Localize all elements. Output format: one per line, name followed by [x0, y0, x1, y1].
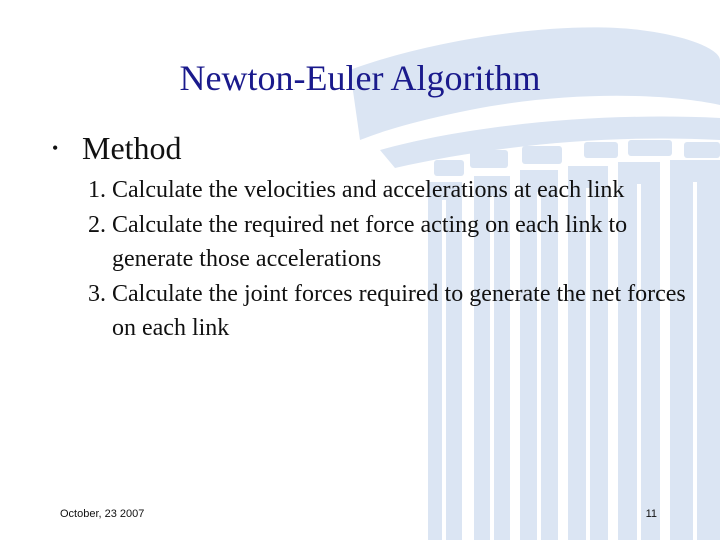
- step-item: [88, 208, 688, 277]
- bullet-text: Method: [82, 130, 182, 166]
- step-list: [88, 173, 688, 346]
- step-number: 2.: [88, 211, 106, 238]
- page-number: 11: [645, 508, 657, 520]
- bullet-item: [52, 128, 182, 168]
- step-item: [88, 173, 688, 208]
- step-number: 1.: [88, 177, 106, 203]
- step-text: Calculate the velocities and accelerations at each link: [112, 177, 625, 203]
- slide-title: Newton-Euler Algorithm: [179, 58, 541, 98]
- bullet-icon: •: [52, 138, 59, 158]
- footer-date: October, 23 2007: [60, 508, 145, 520]
- step-text: Calculate the required net force acting on each link to generate those accelerations: [112, 211, 628, 272]
- step-item: [88, 277, 688, 346]
- step-number: 3.: [88, 280, 106, 307]
- step-text: Calculate the joint forces required to generate the net forces on each link: [112, 280, 686, 341]
